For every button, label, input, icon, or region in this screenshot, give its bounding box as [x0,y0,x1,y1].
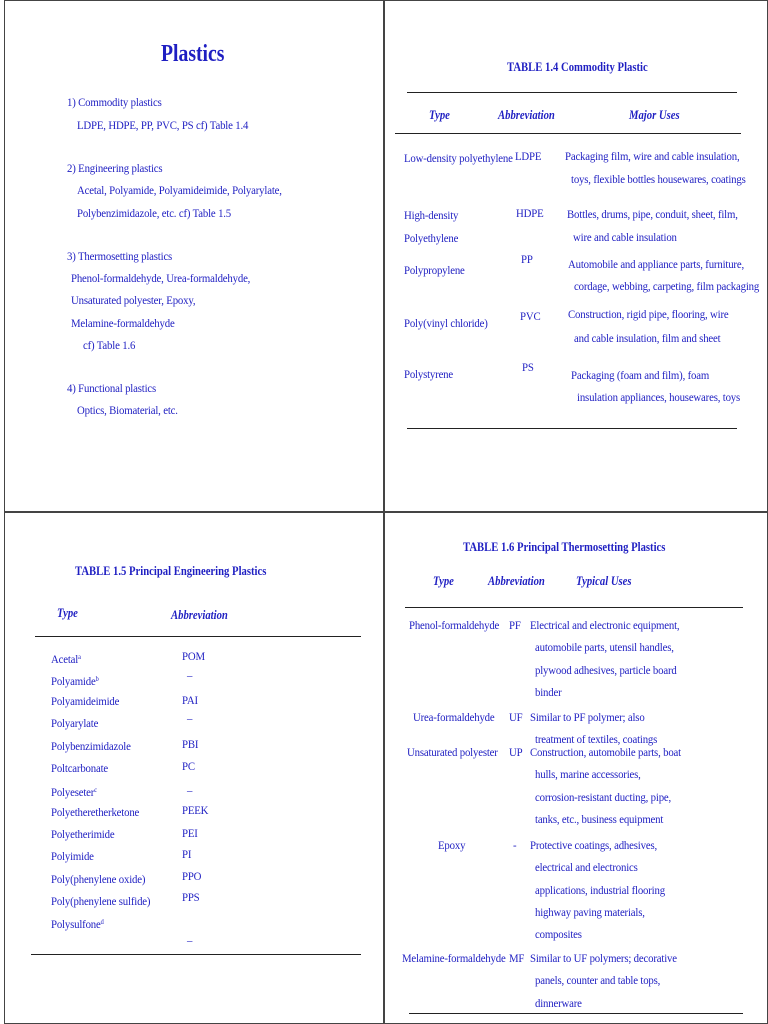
table-cell-abbreviation: PBI [182,737,199,751]
list-detail: Melamine-formaldehyde [71,316,175,330]
table-cell-uses: electrical and electronics [535,860,638,875]
table-cell-uses: wire and cable insulation [573,230,677,244]
table-cell-uses: Automobile and appliance parts, furniture, [568,257,744,271]
list-detail: LDPE, HDPE, PP, PVC, PS cf) Table 1.4 [77,118,249,132]
table-cell-type: Polypropylene [404,263,465,277]
table-cell-type [51,739,131,754]
column-header-type: Type [433,573,454,588]
table-cell-uses: Construction, rigid pipe, flooring, wire [568,307,729,321]
list-detail: Phenol-formaldehyde, Urea-formaldehyde, [71,271,251,285]
type-name: Polysulfone [51,917,101,931]
table-cell-type: Urea-formaldehyde [413,710,495,724]
table-cell-type [51,650,81,667]
table-cell-abbreviation: PC [182,759,195,773]
table-cell-abbreviation: PS [522,360,534,374]
table-cell-type: Melamine-formaldehyde [402,951,506,965]
table-cell-uses: Packaging film, wire and cable insulation, [565,149,740,163]
table-cell-abbreviation: PEI [182,826,198,840]
type-name: Polybenzimidazole [51,739,131,753]
column-header-major-uses: Major Uses [629,107,680,122]
table-cell-uses: composites [535,927,582,942]
footnote-marker: b [95,675,99,683]
table-cell-abbreviation: HDPE [516,206,544,220]
type-name: Polyetheretherketone [51,805,140,819]
type-name: Poly(phenylene oxide) [51,872,146,886]
table-cell-type: Low-density polyethylene [404,151,513,165]
table-title: TABLE 1.5 Principal Engineering Plastics [75,563,267,578]
table-cell-uses: Electrical and electronic equipment, [530,618,680,632]
slide-plastics-overview [4,0,384,512]
table-cell-type [51,849,94,864]
footnote-marker: a [78,653,81,661]
table-cell-abbreviation: PEEK [182,803,209,817]
column-header-type: Type [429,107,450,122]
table-cell-abbreviation: PPO [182,869,202,883]
table-cell-abbreviation: POM [182,649,205,663]
table-header-rule [395,133,741,134]
column-header-abbreviation: Abbreviation [488,573,545,588]
type-name: Polyetherimide [51,827,115,841]
table-top-rule [407,92,737,93]
table-cell-abbreviation: – [187,783,193,797]
table-cell-uses: Construction, automobile parts, boat [530,745,682,759]
table-cell-type: Phenol-formaldehyde [409,618,500,632]
table-cell-type: High-density [404,208,459,222]
list-heading-functional: 4) Functional plastics [67,381,157,395]
table-cell-abbreviation: – [187,933,193,947]
table-cell-abbreviation: - [513,838,517,852]
table-cell-uses: automobile parts, utensil handles, [535,640,674,655]
type-name: Poly(phenylene sulfide) [51,894,151,908]
table-cell-uses: Packaging (foam and film), foam [571,368,710,382]
type-name: Polyamide [51,674,96,688]
slide-table-1-5 [4,512,384,1024]
table-cell-abbreviation: UF [509,710,523,724]
table-title: TABLE 1.6 Principal Thermosetting Plastics [463,539,666,554]
list-detail: Optics, Biomaterial, etc. [77,403,178,417]
table-cell-uses: tanks, etc., business equipment [535,811,664,826]
type-name: Polyarylate [51,716,99,730]
table-cell-abbreviation: PAI [182,693,198,707]
table-bottom-rule [31,954,361,955]
table-cell-type: Poly(vinyl chloride) [404,316,488,330]
type-name: Acetal [51,652,79,666]
list-detail: Polybenzimidazole, etc. cf) Table 1.5 [77,206,232,220]
slide-table-1-4 [384,0,768,512]
slide-title: Plastics [161,41,225,67]
table-cell-uses: and cable insulation, film and sheet [574,331,721,345]
type-name: Polyeseter [51,785,95,799]
slide-table-1-6 [384,512,768,1024]
table-cell-uses: Bottles, drums, pipe, conduit, sheet, film, [567,207,738,221]
table-cell-type [51,915,104,932]
table-cell-abbreviation: PPS [182,890,200,904]
list-detail: Acetal, Polyamide, Polyamideimide, Polyarylate, [77,183,282,197]
list-detail: Unsaturated polyester, Epoxy, [71,293,196,307]
table-cell-abbreviation: MF [509,951,525,965]
table-cell-type [51,761,108,776]
table-cell-type: Unsaturated polyester [407,745,498,759]
table-cell-type [51,894,150,909]
table-cell-uses: plywood adhesives, particle board [535,662,677,677]
table-cell-abbreviation: UP [509,745,523,759]
column-header-type: Type [57,605,78,620]
table-bottom-rule [409,1013,743,1014]
column-header-abbreviation: Abbreviation [498,107,555,122]
table-cell-type: Epoxy [438,838,466,852]
table-cell-uses: highway paving materials, [535,904,645,919]
table-cell-abbreviation: PI [182,847,192,861]
table-cell-abbreviation: PF [509,618,521,632]
table-cell-uses: toys, flexible bottles housewares, coatings [571,172,746,186]
table-cell-uses: Similar to PF polymer; also [530,710,645,724]
table-title: TABLE 1.4 Commodity Plastic [507,59,648,74]
table-cell-uses: treatment of textiles, coatings [535,732,658,747]
table-cell-uses: corrosion-resistant ducting, pipe, [535,789,672,804]
type-name: Polyamideimide [51,694,120,708]
table-cell-abbreviation: PVC [520,309,541,323]
table-cell-type [51,827,114,842]
table-cell-type [51,783,97,800]
table-cell-abbreviation: LDPE [515,149,542,163]
table-cell-uses: Protective coatings, adhesives, [530,838,657,852]
column-header-typical-uses: Typical Uses [576,573,632,588]
list-heading-thermosetting: 3) Thermosetting plastics [67,249,173,263]
table-cell-abbreviation: – [187,711,193,725]
table-cell-type [51,716,98,731]
column-header-abbreviation: Abbreviation [171,607,228,622]
table-cell-uses: cordage, webbing, carpeting, film packaging [574,279,760,293]
table-cell-type [51,805,139,820]
table-cell-type [51,672,99,689]
list-heading-commodity: 1) Commodity plastics [67,95,162,109]
table-cell-uses: panels, counter and table tops, [535,973,661,988]
list-heading-engineering: 2) Engineering plastics [67,161,163,175]
list-detail: cf) Table 1.6 [83,338,136,352]
table-cell-uses: insulation appliances, housewares, toys [577,390,741,404]
table-cell-uses: dinnerware [535,995,582,1010]
table-cell-uses: hulls, marine accessories, [535,767,641,782]
table-cell-uses: binder [535,684,562,699]
table-cell-uses: Similar to UF polymers; decorative [530,951,677,965]
table-cell-abbreviation: PP [521,252,533,266]
table-header-rule [405,607,743,608]
footnote-marker: d [100,918,104,926]
table-bottom-rule [407,428,737,429]
table-cell-type [51,872,145,887]
table-cell-uses: applications, industrial flooring [535,882,665,897]
footnote-marker: c [94,786,97,794]
type-name: Polyimide [51,849,94,863]
type-name: Poltcarbonate [51,761,109,775]
table-cell-abbreviation: – [187,668,193,682]
table-header-rule [35,636,361,637]
table-cell-type: Polyethylene [404,231,459,245]
table-cell-type [51,694,119,709]
table-cell-type: Polystyrene [404,367,454,381]
